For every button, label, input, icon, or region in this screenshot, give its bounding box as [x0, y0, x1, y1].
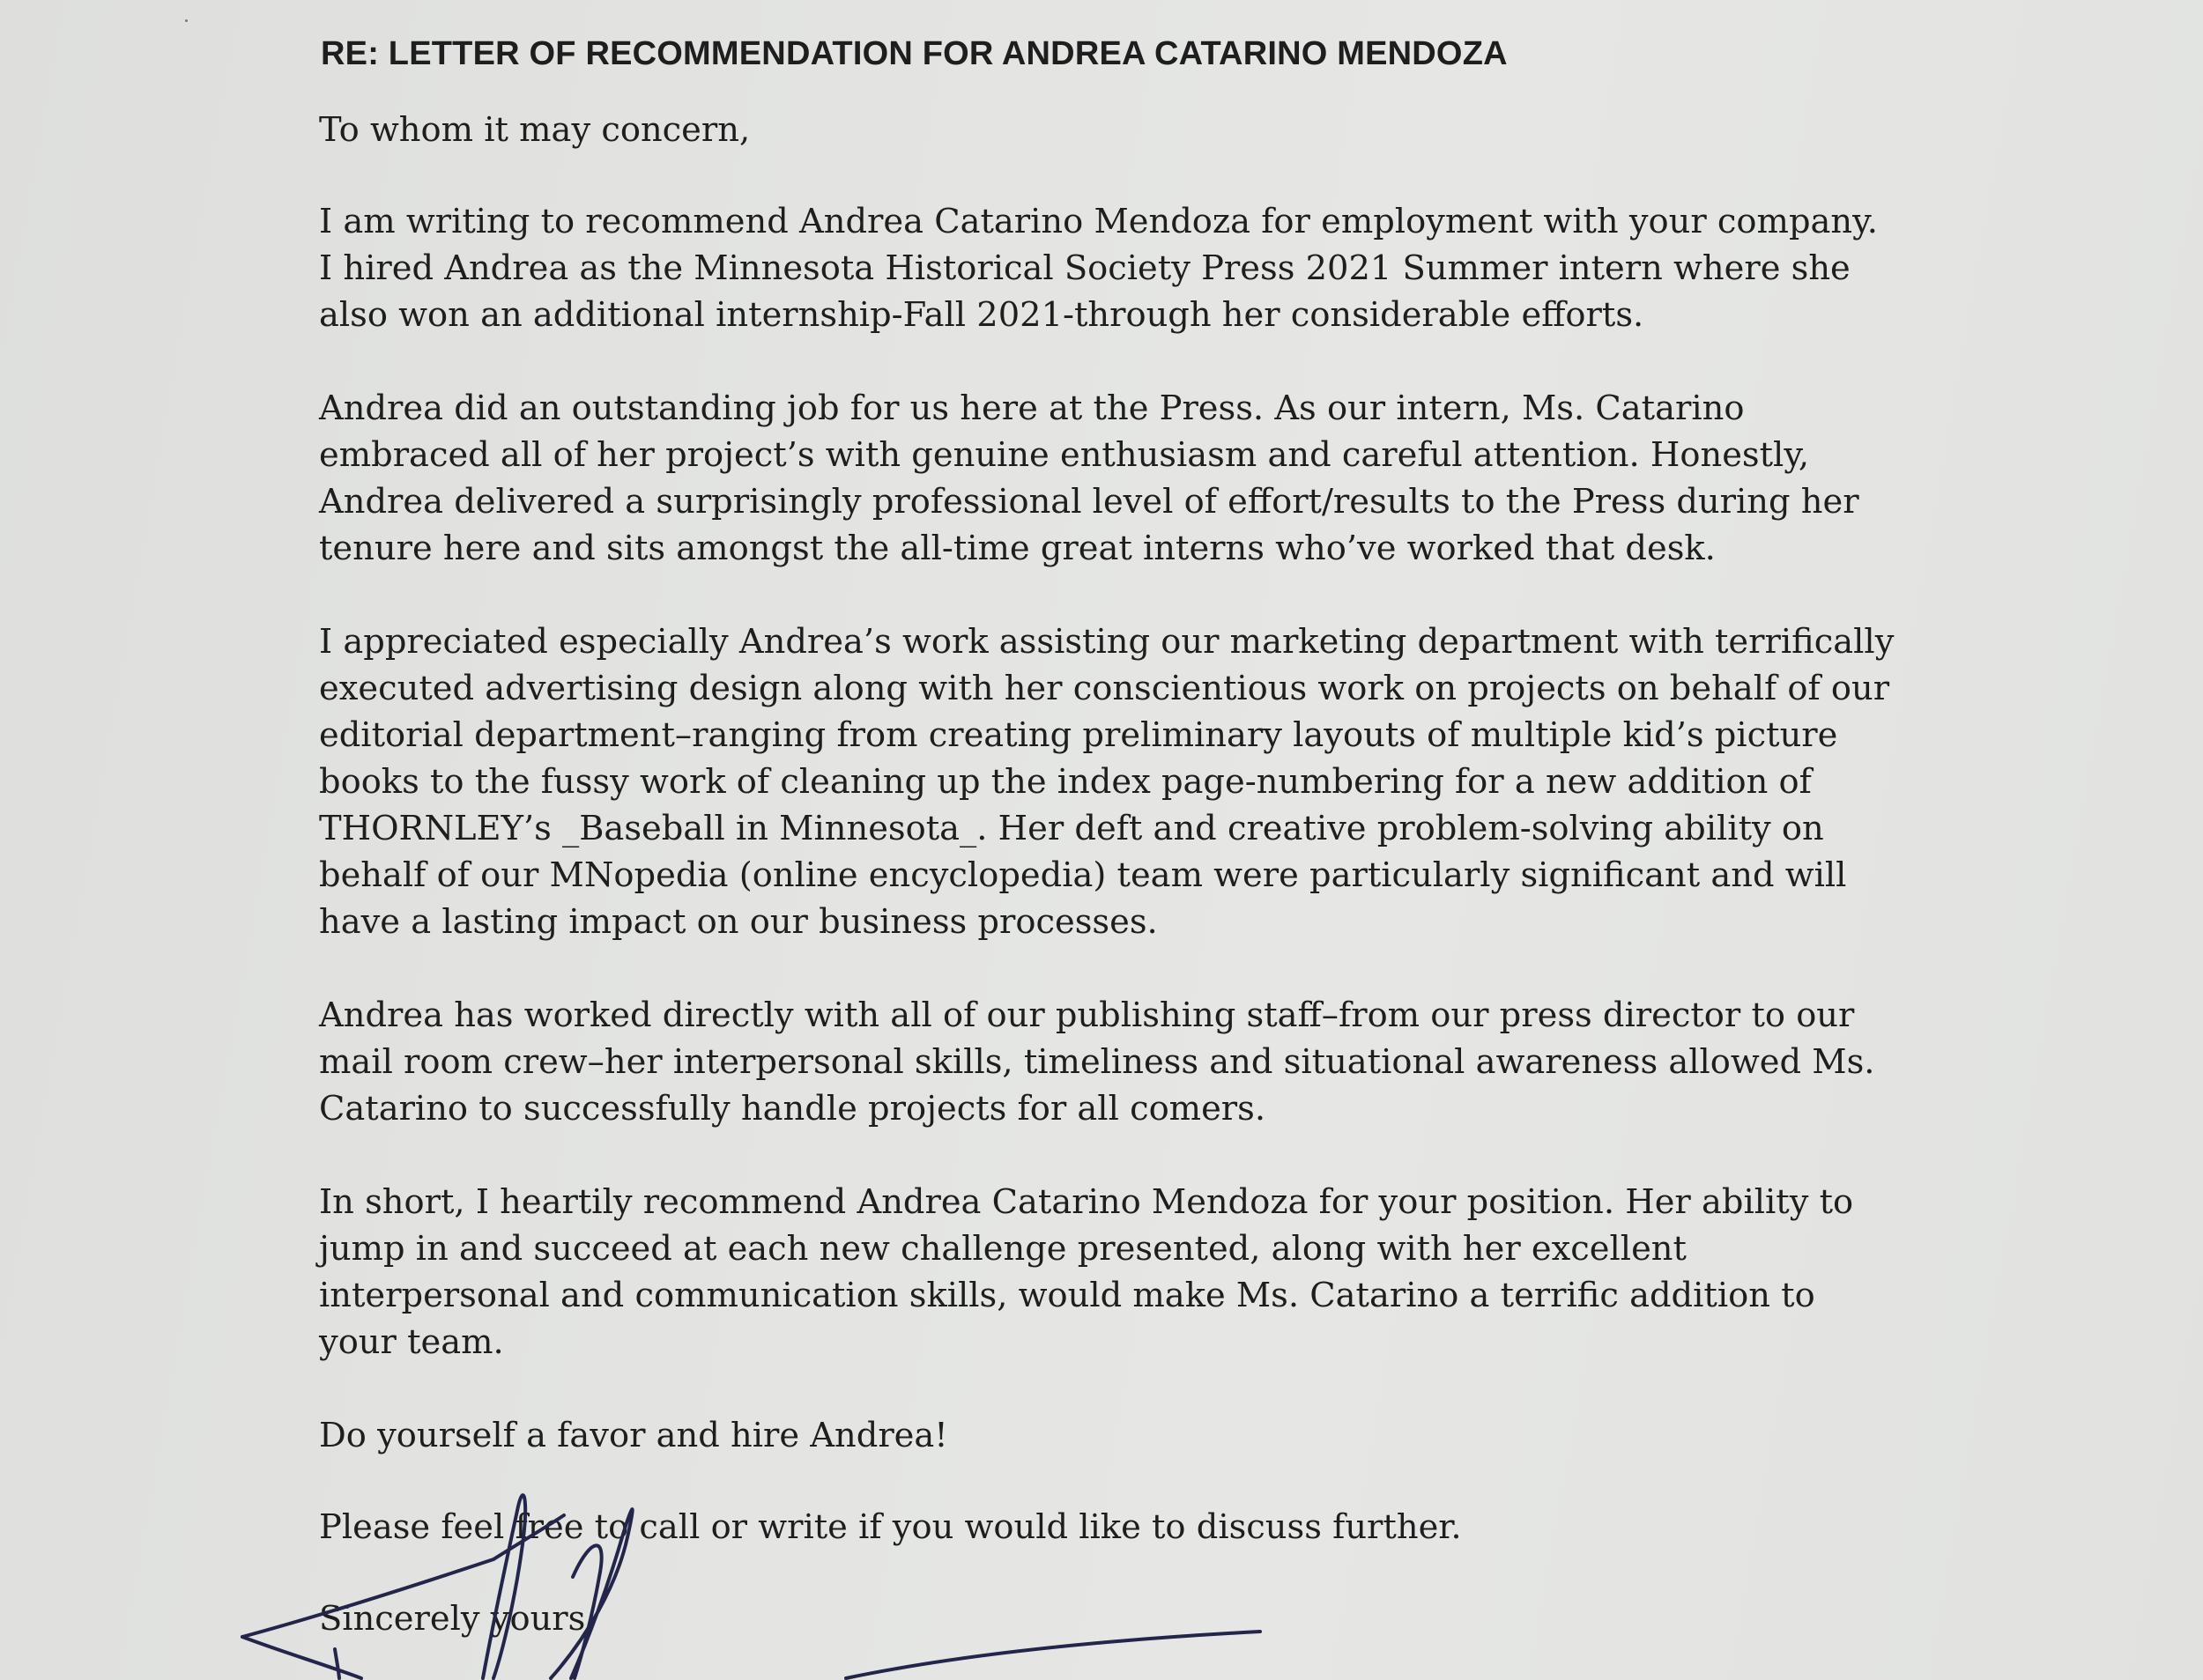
paragraph-contact: Please feel free to call or write if you would like to discuss further. [319, 1507, 1462, 1547]
closing: Sincerely yours, [319, 1599, 597, 1639]
paragraph-performance: Andrea did an outstanding job for us here at the Press. As our intern, Ms. Catarino embraced all of her project’s with genuine enthusiasm and careful attention. Honestly, Andrea delivered a surprisingly professional level of effort/results to the Press during her tenure here and sits amongst the all-time great interns who’ve worked that desk. [319, 389, 1859, 568]
subject-line: RE: LETTER OF RECOMMENDATION FOR ANDREA CATARINO MENDOZA [321, 35, 1508, 72]
signature-stroke [242, 1637, 361, 1678]
salutation: To whom it may concern, [319, 110, 751, 150]
paragraph-departments: I appreciated especially Andrea’s work assisting our marketing department with terrifically executed advertising design along with her conscientious work on projects on behalf of our editorial department–ranging from creating preliminary layouts of multiple kid’s picture books to the fussy work of cleaning up the index page-numbering for a new addition of THORNLEY’s _Baseball in Minnesota_. Her deft and creative problem-solving ability on behalf of our MNopedia (online encyclopedia) team were particularly significant and will have a lasting impact on our business processes. [319, 622, 1895, 942]
paragraph-recommendation: In short, I heartily recommend Andrea Catarino Mendoza for your position. Her ability to jump in and succeed at each new challenge presented, along with her excellent interpersonal and communication skills, would make Ms. Catarino a terrific addition to your team. [319, 1182, 1854, 1362]
paragraph-hire-andrea: Do yourself a favor and hire Andrea! [319, 1416, 948, 1455]
paragraph-introduction: I am writing to recommend Andrea Catarino Mendoza for employment with your company. I hired Andrea as the Minnesota Historical Society Press 2021 Summer intern where she also won an additional internship-Fall 2021-through her considerable efforts. [319, 202, 1878, 335]
signature-stroke [335, 1649, 339, 1678]
paragraph-staff: Andrea has worked directly with all of our publishing staff–from our press director to our mail room crew–her interpersonal skills, timeliness and situational awareness allowed Ms. Catarino to successfully handle projects for all comers. [319, 995, 1875, 1129]
paper-speck [185, 19, 188, 22]
letter-body [319, 26, 1993, 1642]
